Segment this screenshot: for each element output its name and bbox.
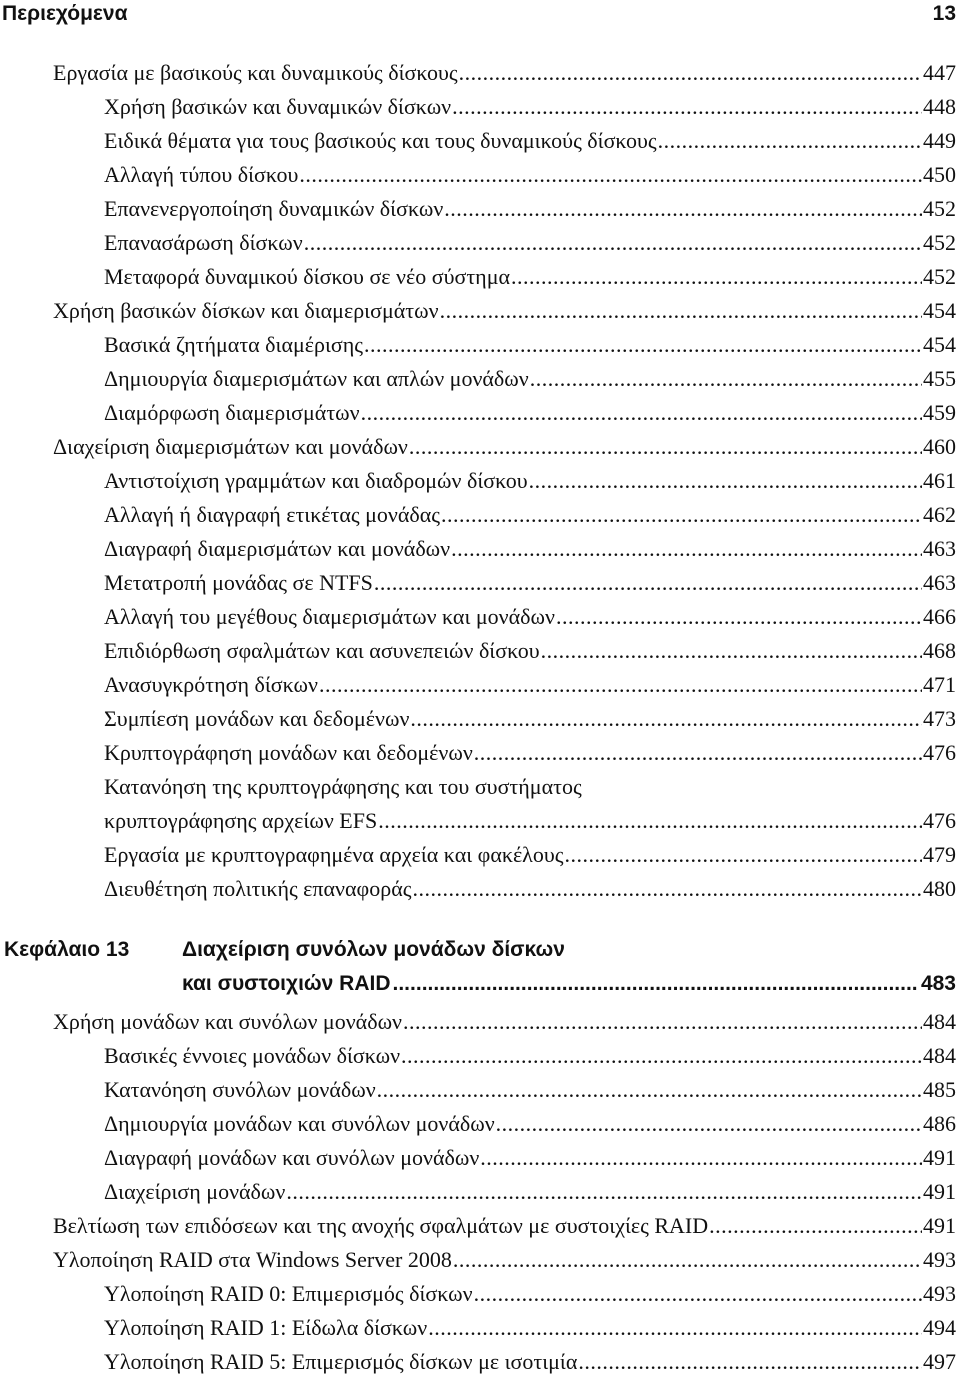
toc-entry-title: Δημιουργία μονάδων και συνόλων μονάδων <box>104 1111 495 1136</box>
dot-leader <box>474 736 922 770</box>
toc-entry-page: 484 <box>923 1009 956 1034</box>
page-number: 13 <box>932 2 956 25</box>
toc-entry-page: 447 <box>923 60 956 85</box>
toc-entry-page: 459 <box>923 400 956 425</box>
dot-leader <box>578 1345 922 1379</box>
toc-entry <box>104 1039 956 1073</box>
toc-entry-title: Επανασάρωση δίσκων <box>104 230 303 255</box>
dot-leader <box>403 1005 922 1039</box>
toc-entry <box>53 1005 956 1039</box>
toc-entry-page: 463 <box>923 536 956 561</box>
toc-entry-title: Χρήση μονάδων και συνόλων μονάδων <box>53 1009 402 1034</box>
toc-entry-title: Διαμόρφωση διαμερισμάτων <box>104 400 360 425</box>
dot-leader <box>459 56 922 90</box>
dot-leader <box>401 1039 922 1073</box>
dot-leader <box>440 294 922 328</box>
dot-leader <box>444 192 922 226</box>
toc-entry <box>104 872 956 906</box>
chapter-heading <box>0 933 956 1003</box>
dot-leader <box>556 600 922 634</box>
dot-leader <box>409 430 922 464</box>
dot-leader <box>286 1175 922 1209</box>
toc-entry-page: 484 <box>923 1043 956 1068</box>
toc-entry-page: 471 <box>923 672 956 697</box>
toc-entry-page: 454 <box>923 332 956 357</box>
toc-entry <box>104 90 956 124</box>
dot-leader <box>658 124 922 158</box>
toc-entry-title: Κατανόηση συνόλων μονάδων <box>104 1077 376 1102</box>
dot-leader <box>364 328 922 362</box>
toc-entry-title: Υλοποίηση RAID στα Windows Server 2008 <box>53 1247 452 1272</box>
chapter-title-line2-row <box>182 967 956 1001</box>
page-header <box>0 0 960 30</box>
toc-entry-title: Χρήση βασικών δίσκων και διαμερισμάτων <box>53 298 439 323</box>
toc-entry <box>104 634 956 668</box>
toc-entry <box>104 260 956 294</box>
toc-entry-title: Ανασυγκρότηση δίσκων <box>104 672 318 697</box>
toc-entry <box>104 566 956 600</box>
toc-entry <box>104 1107 956 1141</box>
toc-entry <box>104 192 956 226</box>
toc-entry-title: Εργασία με βασικούς και δυναμικούς δίσκους <box>53 60 458 85</box>
toc-entry-page: 452 <box>923 230 956 255</box>
toc-entry-page: 462 <box>923 502 956 527</box>
toc-entry-title: Βελτίωση των επιδόσεων και της ανοχής σφαλμάτων με συστοιχίες RAID <box>53 1213 709 1238</box>
toc-entry <box>104 1073 956 1107</box>
dot-leader <box>377 1073 922 1107</box>
toc-entry-page: 493 <box>923 1247 956 1272</box>
dot-leader <box>304 226 922 260</box>
toc-entry-title: Ειδικά θέματα για τους βασικούς και τους δυναμικούς δίσκους <box>104 128 657 153</box>
toc-entry-title: Επιδιόρθωση σφαλμάτων και ασυνεπειών δίσκου <box>104 638 540 663</box>
toc-entry-title: Μεταφορά δυναμικού δίσκου σε νέο σύστημα <box>104 264 511 289</box>
toc-entry <box>104 702 956 736</box>
toc-entry-page: 479 <box>923 842 956 867</box>
dot-leader <box>410 702 922 736</box>
toc-entry-title: Επανενεργοποίηση δυναμικών δίσκων <box>104 196 444 221</box>
chapter-page-number: 483 <box>920 972 956 995</box>
dot-leader <box>374 566 922 600</box>
toc-entry-title: Αλλαγή του μεγέθους διαμερισμάτων και μονάδων <box>104 604 555 629</box>
toc-entry <box>104 1175 956 1209</box>
toc-entry <box>53 430 956 464</box>
toc-entry-page: 463 <box>923 570 956 595</box>
toc-entry <box>104 1345 956 1379</box>
toc-entry-title: κρυπτογράφησης αρχείων EFS <box>104 808 378 833</box>
dot-leader <box>428 1311 922 1345</box>
toc-entry <box>104 804 956 838</box>
dot-leader <box>412 872 922 906</box>
dot-leader <box>709 1209 922 1243</box>
toc-entry-page: 454 <box>923 298 956 323</box>
toc-entry-title: Διαχείριση μονάδων <box>104 1179 286 1204</box>
toc-entry-page: 466 <box>923 604 956 629</box>
dot-leader <box>299 158 922 192</box>
toc-entry-title: Κατανόηση της κρυπτογράφησης και του συστήματος <box>104 774 582 799</box>
toc-entry <box>53 1243 956 1277</box>
toc-entry-title: Αλλαγή τύπου δίσκου <box>104 162 299 187</box>
toc-entry-page: 468 <box>923 638 956 663</box>
toc-entry-page: 486 <box>923 1111 956 1136</box>
toc-entry-title: Κρυπτογράφηση μονάδων και δεδομένων <box>104 740 473 765</box>
toc-entry <box>104 498 956 532</box>
toc-entry <box>104 328 956 362</box>
toc-entry-title: Βασικές έννοιες μονάδων δίσκων <box>104 1043 401 1068</box>
dot-leader <box>441 498 922 532</box>
toc-entry-page: 461 <box>923 468 956 493</box>
toc-entry-title: Υλοποίηση RAID 5: Επιμερισμός δίσκων με ισοτιμία <box>104 1349 578 1374</box>
toc-entry <box>53 56 956 90</box>
dot-leader <box>393 967 919 1001</box>
toc-entry-title: Αλλαγή ή διαγραφή ετικέτας μονάδας <box>104 502 440 527</box>
toc-entry <box>104 736 956 770</box>
toc-entry <box>104 1277 956 1311</box>
toc-entry <box>104 124 956 158</box>
dot-leader <box>378 804 922 838</box>
toc-entry <box>53 1209 956 1243</box>
dot-leader <box>451 532 922 566</box>
toc-entry-page: 494 <box>923 1315 956 1340</box>
toc-entry-page: 491 <box>923 1213 956 1238</box>
toc-entry <box>104 770 956 804</box>
toc-entry-title: Διαχείριση διαμερισμάτων και μονάδων <box>53 434 408 459</box>
toc-entry-title: Διαγραφή μονάδων και συνόλων μονάδων <box>104 1145 480 1170</box>
toc-entry-title: Βασικά ζητήματα διαμέρισης <box>104 332 364 357</box>
toc-entry-page: 449 <box>923 128 956 153</box>
dot-leader <box>530 362 922 396</box>
toc-entry <box>104 464 956 498</box>
toc-entry-page: 455 <box>923 366 956 391</box>
toc-entry-page: 485 <box>923 1077 956 1102</box>
dot-leader <box>496 1107 922 1141</box>
toc-entry-title: Μετατροπή μονάδας σε NTFS <box>104 570 373 595</box>
toc-entry-page: 460 <box>923 434 956 459</box>
toc-entry-title: Υλοποίηση RAID 1: Είδωλα δίσκων <box>104 1315 428 1340</box>
chapter-label: Κεφάλαιο 13 <box>4 938 130 961</box>
toc-entry-page: 491 <box>923 1145 956 1170</box>
page-title: Περιεχόμενα <box>2 2 128 25</box>
chapter-title-line2: και συστοιχιών RAID <box>182 972 391 995</box>
toc-entry <box>104 600 956 634</box>
toc-entry-page: 476 <box>923 808 956 833</box>
dot-leader <box>452 90 922 124</box>
toc-entry-page: 450 <box>923 162 956 187</box>
toc-entry-title: Διευθέτηση πολιτικής επαναφοράς <box>104 876 412 901</box>
toc-entry-page: 448 <box>923 94 956 119</box>
toc-entry-title: Εργασία με κρυπτογραφημένα αρχεία και φακέλους <box>104 842 564 867</box>
dot-leader <box>529 464 922 498</box>
toc-entry <box>104 226 956 260</box>
toc-entry-page: 452 <box>923 196 956 221</box>
toc-entry-page: 491 <box>923 1179 956 1204</box>
toc-entry-title: Αντιστοίχιση γραμμάτων και διαδρομών δίσκου <box>104 468 528 493</box>
dot-leader <box>361 396 922 430</box>
toc-entry <box>104 396 956 430</box>
toc-entry-page: 452 <box>923 264 956 289</box>
toc-entry <box>104 668 956 702</box>
dot-leader <box>541 634 922 668</box>
toc-entry-page: 473 <box>923 706 956 731</box>
toc-entry <box>104 1311 956 1345</box>
toc-entry <box>104 1141 956 1175</box>
toc-entry-title: Συμπίεση μονάδων και δεδομένων <box>104 706 410 731</box>
toc-entry-page: 497 <box>923 1349 956 1374</box>
chapter-title-line1: Διαχείριση συνόλων μονάδων δίσκων <box>182 938 565 961</box>
dot-leader <box>511 260 922 294</box>
toc-entry <box>104 362 956 396</box>
dot-leader <box>319 668 922 702</box>
toc-entry-title: Χρήση βασικών και δυναμικών δίσκων <box>104 94 452 119</box>
toc-entry <box>53 294 956 328</box>
dot-leader <box>453 1243 922 1277</box>
toc-entry-page: 493 <box>923 1281 956 1306</box>
toc-entry-title: Υλοποίηση RAID 0: Επιμερισμός δίσκων <box>104 1281 473 1306</box>
toc-entry <box>104 532 956 566</box>
toc-entry-page: 480 <box>923 876 956 901</box>
dot-leader <box>474 1277 922 1311</box>
dot-leader <box>564 838 922 872</box>
toc-entry-page: 476 <box>923 740 956 765</box>
dot-leader <box>480 1141 922 1175</box>
toc-entry <box>104 158 956 192</box>
toc-entry <box>104 838 956 872</box>
toc-entry-title: Δημιουργία διαμερισμάτων και απλών μονάδων <box>104 366 529 391</box>
toc-entry-title: Διαγραφή διαμερισμάτων και μονάδων <box>104 536 451 561</box>
